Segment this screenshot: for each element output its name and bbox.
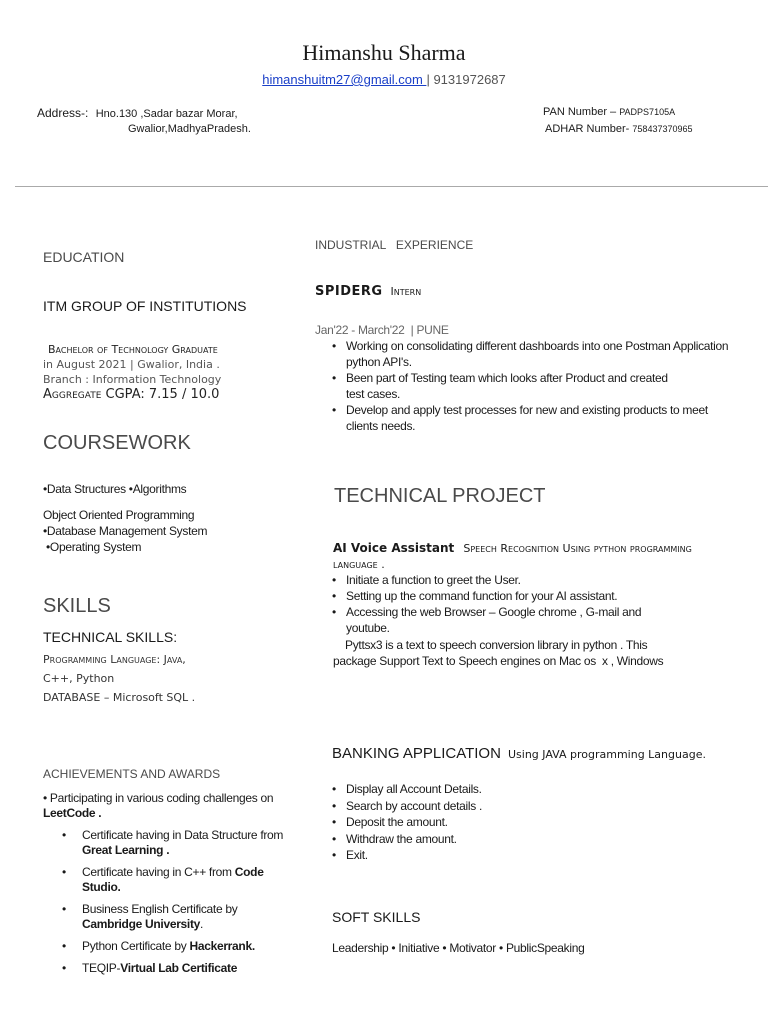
experience-bullet: • Develop and apply test processes for new and existing products to meet clients needs.	[332, 402, 732, 434]
address-label: Address-:	[37, 106, 89, 120]
project-bullet: • Accessing the web Browser – Google chrome , G-mail and youtube.	[332, 604, 662, 636]
project-bullet: • Initiate a function to greet the User.	[332, 572, 662, 588]
achievement-item: • Business English Certificate by Cambridge University.	[62, 902, 294, 932]
achievements-intro-bold: LeetCode .	[43, 806, 102, 820]
coursework-line4: •Operating System	[43, 540, 142, 554]
education-branch: Branch : Information Technology	[43, 373, 222, 386]
banking-bullet: • Search by account details .	[332, 798, 632, 815]
technical-skills-heading: TECHNICAL SKILLS:	[43, 629, 178, 645]
contact-separator: |	[426, 72, 430, 87]
banking-bullets	[332, 781, 632, 864]
project-note-line2: package Support Text to Speech engines on Mac os x , Windows	[333, 654, 664, 668]
company-name: SPIDERG	[315, 284, 383, 299]
phone-number: 9131972687	[433, 72, 506, 87]
project-heading: TECHNICAL PROJECT	[334, 485, 546, 507]
achievement-item: • Certificate having in Data Structure from Great Learning .	[62, 828, 294, 858]
candidate-name: Himanshu Sharma	[302, 40, 466, 65]
adhar-block	[545, 123, 693, 135]
institution-name: ITM GROUP OF INSTITUTIONS	[43, 298, 247, 314]
experience-bullet: • Working on consolidating different dashboards into one Postman Application python API's.	[332, 338, 732, 370]
experience-bullets	[332, 338, 732, 434]
adhar-label: ADHAR Number-	[545, 123, 630, 135]
banking-title-line	[332, 745, 732, 764]
achievement-item: • TEQIP-Virtual Lab Certificate	[62, 961, 294, 976]
banking-bullet: • Exit.	[332, 847, 632, 864]
achievements-heading: ACHIEVEMENTS AND AWARDS	[43, 767, 221, 781]
skills-list	[43, 650, 195, 707]
banking-subtitle: Using JAVA programming Language.	[508, 748, 706, 761]
banking-bullet: • Display all Account Details.	[332, 781, 632, 798]
address-block	[37, 106, 238, 120]
coursework-line3: •Database Management System	[43, 524, 208, 538]
skills-line1: Programming Language: Java,	[43, 653, 186, 666]
coursework-heading: COURSEWORK	[43, 432, 191, 454]
coursework-line2: Object Oriented Programming	[43, 508, 195, 522]
address-line1: Hno.130 ,Sadar bazar Morar,	[95, 108, 238, 120]
coursework-line1: •Data Structures •Algorithms	[43, 482, 187, 496]
pan-label: PAN Number –	[543, 106, 617, 118]
pan-value: PADPS7105A	[619, 107, 676, 117]
project-title-line	[333, 540, 733, 573]
experience-period: Jan'22 - March'22 | PUNE	[315, 323, 449, 337]
soft-skills-list: Leadership • Initiative • Motivator • PublicSpeaking	[332, 941, 585, 955]
achievement-item: • Certificate having in C++ from Code Studio.	[62, 865, 294, 895]
email-link[interactable]: himanshuitm27@gmail.com	[262, 72, 427, 87]
achievements-list	[62, 828, 294, 976]
achievements-intro	[43, 791, 288, 821]
project-title: AI Voice Assistant	[333, 541, 455, 555]
achievement-item: • Python Certificate by Hackerrank.	[62, 939, 294, 954]
project-note-line1: Pyttsx3 is a text to speech conversion library in python . This	[345, 638, 648, 652]
experience-company-line	[315, 282, 421, 299]
role: Intern	[390, 285, 422, 298]
coursework-list	[43, 507, 207, 555]
header-divider	[15, 186, 768, 187]
banking-bullet: • Withdraw the amount.	[332, 831, 632, 848]
project-bullets	[332, 572, 662, 636]
education-date-place: in August 2021 | Gwalior, India .	[43, 358, 220, 371]
education-heading: EDUCATION	[43, 249, 125, 265]
project-note	[333, 637, 733, 669]
banking-title: BANKING APPLICATION	[332, 745, 501, 762]
contact-line	[0, 72, 768, 87]
experience-heading: INDUSTRIAL EXPERIENCE	[315, 238, 474, 252]
project-subtitle: Speech Recognition Using python programming language .	[333, 542, 692, 571]
achievements-intro-text: • Participating in various coding challenges on	[43, 791, 274, 805]
experience-bullet: • Been part of Testing team which looks after Product and created test cases.	[332, 370, 676, 402]
education-details	[43, 342, 273, 402]
address-line2: Gwalior,MadhyaPradesh.	[128, 123, 251, 135]
project-bullet: • Setting up the command function for your AI assistant.	[332, 588, 662, 604]
aggregate-cgpa: Aggregate CGPA: 7.15 / 10.0	[43, 387, 220, 402]
adhar-value: 758437370965	[632, 124, 693, 134]
soft-skills-heading: SOFT SKILLS	[332, 909, 421, 925]
pan-block	[543, 106, 675, 118]
skills-line3: DATABASE – Microsoft SQL .	[43, 691, 196, 704]
degree: Bachelor of Technology Graduate	[48, 343, 218, 356]
skills-heading: SKILLS	[43, 595, 111, 617]
banking-bullet: • Deposit the amount.	[332, 814, 632, 831]
skills-line2: C++, Python	[43, 672, 115, 685]
